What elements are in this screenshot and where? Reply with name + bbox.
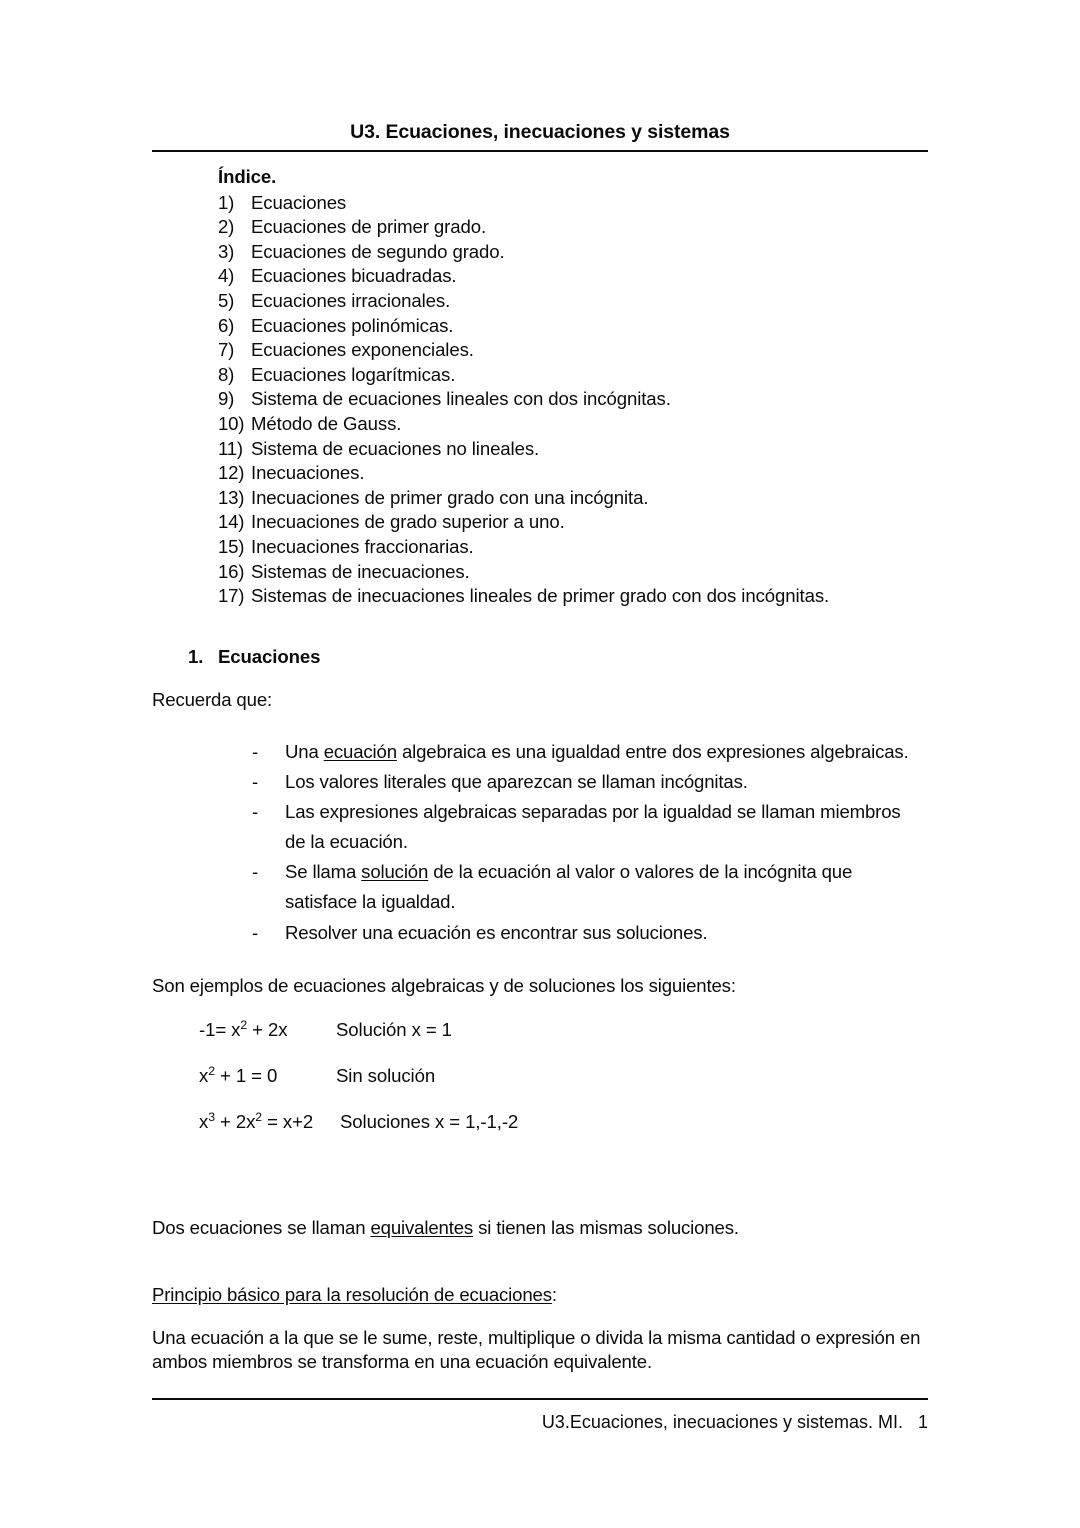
index-item-label: Sistemas de inecuaciones.	[251, 560, 470, 582]
index-item-label: Ecuaciones irracionales.	[251, 289, 451, 311]
list-item	[218, 341, 936, 366]
document-body	[152, 168, 936, 1374]
index-item-number: 13)	[218, 486, 245, 508]
index-item-number: 15)	[218, 535, 245, 557]
list-item	[218, 513, 936, 538]
index-item-number: 6)	[218, 314, 235, 336]
definition-term: ecuación	[323, 740, 397, 762]
index-item-label: Inecuaciones de grado superior a uno.	[251, 511, 565, 533]
equation-base: x	[199, 1111, 209, 1133]
equation-solution: Soluciones x = 1,-1,-2	[340, 1111, 519, 1133]
equation-tail: + 2x	[214, 1111, 256, 1133]
equivalence-paragraph	[152, 1219, 936, 1238]
equation-row	[199, 1110, 936, 1159]
definition-list	[252, 737, 924, 948]
index-item-number: 8)	[218, 363, 235, 385]
definition-text-pre: Los valores literales que aparezcan se llaman incógnitas.	[285, 770, 748, 792]
list-item	[252, 767, 924, 797]
section-title: Ecuaciones	[218, 645, 321, 667]
principle-heading-colon: :	[551, 1283, 557, 1305]
dash-bullet-icon: -	[252, 801, 259, 823]
definition-text-post: de la ecuación al valor o valores de la incógnita que satisface la igualdad.	[285, 861, 853, 913]
dash-bullet-icon: -	[252, 770, 259, 792]
index-item-number: 5)	[218, 289, 235, 311]
index-item-label: Inecuaciones fraccionarias.	[251, 535, 474, 557]
index-item-number: 14)	[218, 511, 245, 533]
index-heading: Índice.	[218, 166, 277, 187]
examples-lead-paragraph: Son ejemplos de ecuaciones algebraicas y de soluciones los siguientes:	[152, 974, 736, 996]
index-item-label: Ecuaciones exponenciales.	[251, 339, 474, 361]
index-item-label: Ecuaciones bicuadradas.	[251, 265, 457, 287]
definition-text	[285, 797, 924, 857]
index-item-label: Ecuaciones de primer grado.	[251, 216, 487, 238]
index-item-label: Ecuaciones de segundo grado.	[251, 240, 505, 262]
list-item	[252, 918, 924, 948]
list-item	[252, 737, 924, 767]
page-title: U3. Ecuaciones, inecuaciones y sistemas	[350, 121, 730, 143]
equation-expression	[199, 1110, 340, 1133]
footer-divider	[152, 1398, 928, 1400]
page-header	[152, 120, 928, 152]
definition-text	[285, 918, 924, 948]
index-item-number: 12)	[218, 462, 245, 484]
index-item-number: 17)	[218, 585, 245, 607]
equation-solution: Solución x = 1	[336, 1019, 452, 1041]
index-item-label: Ecuaciones	[251, 191, 347, 213]
principle-heading-text: Principio básico para la resolución de ecuaciones	[152, 1283, 552, 1305]
list-item	[252, 797, 924, 857]
list-item	[218, 289, 936, 317]
definition-text-pre: Las expresiones algebraicas separadas por la igualdad se llaman miembros de la ecuación.	[285, 801, 901, 853]
list-item	[218, 218, 936, 243]
list-item	[218, 363, 936, 391]
index-item-label: Sistema de ecuaciones lineales con dos incógnitas.	[251, 388, 671, 410]
list-item	[218, 437, 936, 465]
definition-text	[285, 767, 924, 797]
index-item-number: 11)	[218, 437, 243, 459]
equation-expression	[199, 1064, 336, 1087]
footer-label: U3.Ecuaciones, inecuaciones y sistemas. MI. 1	[541, 1412, 928, 1432]
equation-expression	[199, 1018, 336, 1041]
equation-tail-2: = x+2	[262, 1111, 314, 1133]
equation-row	[199, 1064, 936, 1113]
list-item	[218, 486, 936, 514]
list-item	[218, 412, 936, 440]
equation-exponent: 2	[240, 1018, 248, 1033]
list-item	[252, 857, 924, 917]
section-number: 1.	[188, 645, 204, 667]
page-footer	[152, 1398, 928, 1433]
index-item-label: Inecuaciones de primer grado con una incógnita.	[251, 486, 649, 508]
equation-base: -1= x	[199, 1019, 241, 1041]
principle-body-paragraph: Una ecuación a la que se le sume, reste, multiplique o divida la misma cantidad o expresión en ambos miembros se transforma en una ecuación equivalente.	[152, 1327, 921, 1373]
definition-text	[285, 857, 924, 917]
list-item	[218, 240, 936, 268]
definition-term: solución	[361, 861, 429, 883]
definition-text-post: algebraica es una igualdad entre dos expresiones algebraicas.	[396, 740, 909, 762]
index-item-label: Ecuaciones polinómicas.	[251, 314, 454, 336]
equivalence-term: equivalentes	[370, 1217, 474, 1239]
list-item	[218, 314, 936, 342]
index-item-number: 7)	[218, 339, 235, 361]
index-item-label: Método de Gauss.	[251, 412, 402, 434]
index-item-number: 16)	[218, 560, 245, 582]
list-item	[218, 535, 936, 563]
equivalence-text-post: si tienen las mismas soluciones.	[473, 1217, 739, 1239]
index-list	[218, 191, 936, 612]
list-item	[218, 587, 936, 612]
definition-text-pre: Una	[285, 740, 324, 762]
section-intro-paragraph: Recuerda que:	[152, 689, 273, 711]
dash-bullet-icon: -	[252, 921, 259, 943]
equation-row	[199, 1018, 936, 1067]
definition-text	[285, 737, 924, 767]
dash-bullet-icon: -	[252, 740, 259, 762]
equation-base: x	[199, 1065, 209, 1087]
list-item	[218, 390, 936, 415]
index-item-number: 3)	[218, 240, 235, 262]
list-item	[218, 191, 936, 219]
index-item-number: 2)	[218, 216, 235, 238]
definition-text-pre: Resolver una ecuación es encontrar sus soluciones.	[285, 921, 708, 943]
index-item-number: 9)	[218, 388, 235, 410]
equation-tail: + 2x	[247, 1019, 288, 1041]
list-item	[218, 267, 936, 292]
definition-text-pre: Se llama	[285, 861, 362, 883]
index-item-label: Sistemas de inecuaciones lineales de primer grado con dos incógnitas.	[251, 585, 830, 607]
principle-heading	[152, 1283, 936, 1305]
list-item	[218, 560, 936, 588]
equation-exponent-2: 2	[255, 1110, 263, 1125]
index-item-number: 4)	[218, 265, 235, 287]
equation-tail: + 1 = 0	[214, 1065, 278, 1087]
index-item-label: Ecuaciones logarítmicas.	[251, 363, 456, 385]
index-item-number: 10)	[218, 412, 245, 434]
list-item	[218, 464, 936, 489]
dash-bullet-icon: -	[252, 861, 259, 883]
examples-block	[199, 1018, 936, 1159]
index-item-number: 1)	[218, 191, 235, 213]
index-item-label: Inecuaciones.	[251, 462, 365, 484]
section-heading-1	[188, 645, 936, 667]
index-item-label: Sistema de ecuaciones no lineales.	[251, 437, 540, 459]
equation-exponent: 2	[208, 1064, 215, 1079]
index-block	[218, 168, 936, 612]
equation-solution: Sin solución	[336, 1065, 436, 1087]
equation-exponent: 3	[208, 1110, 215, 1125]
header-divider	[152, 150, 928, 152]
equivalence-text-pre: Dos ecuaciones se llaman	[152, 1217, 371, 1239]
